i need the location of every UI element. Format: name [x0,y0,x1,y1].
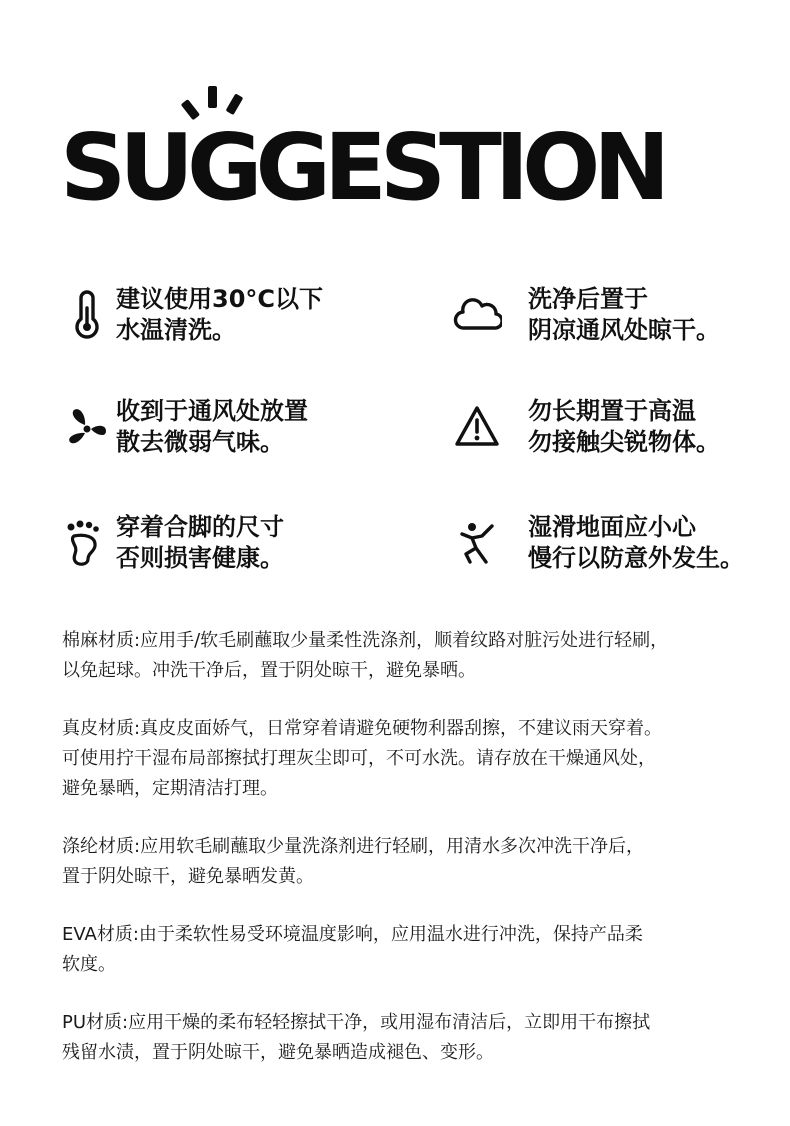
cloud-icon [452,290,502,340]
page-title: SUGGESTION [60,114,664,221]
material-care-notes [62,626,752,1096]
note-line: 涤纶材质:应用软毛刷蘸取少量洗涤剂进行轻刷，用清水多次冲洗干净后， [62,836,645,857]
tip-text [528,284,790,346]
tip-text [116,512,436,574]
thermometer-icon [62,290,112,340]
tip-line: 穿着合脚的尺寸 [116,513,284,541]
note-line: 避免暴晒，定期清洁打理。 [62,778,278,799]
note-line: EVA材质:由于柔软性易受环境温度影响，应用温水进行冲洗，保持产品柔 [62,924,643,945]
tip-heat-sharp-warning [452,396,790,466]
footprint-icon [62,518,112,568]
note-line: 置于阴处晾干，避免暴晒发黄。 [62,866,314,887]
tip-line: 收到于通风处放置 [116,397,308,425]
tip-line: 散去微弱气味。 [116,428,284,456]
note-pu [62,1008,752,1068]
tip-line: 阴凉通风处晾干。 [528,316,720,344]
title-area [0,84,790,224]
tip-ventilate-odor [62,396,422,466]
tip-line: 勿接触尖锐物体。 [528,428,720,456]
tip-line: 建议使用30°C以下 [116,285,324,313]
tip-line: 慢行以防意外发生。 [528,544,744,572]
note-line: PU材质:应用干燥的柔布轻轻擦拭干净，或用湿布清洁后，立即用干布擦拭 [62,1012,651,1033]
tip-wet-floor [452,512,790,582]
note-line: 棉麻材质:应用手/软毛刷蘸取少量柔性洗涤剂，顺着纹路对脏污处进行轻刷， [62,630,669,651]
fan-icon [62,402,112,452]
tip-water-temperature [62,284,422,354]
note-line: 残留水渍，置于阴处晾干，避免暴晒造成褪色、变形。 [62,1042,494,1063]
note-cotton-linen [62,626,752,686]
note-line: 真皮材质:真皮皮面娇气，日常穿着请避免硬物利器刮擦，不建议雨天穿着。 [62,718,663,739]
note-leather [62,714,752,804]
care-tips-grid [0,278,790,598]
tip-line: 湿滑地面应小心 [528,513,696,541]
tip-line: 水温清洗。 [116,316,236,344]
warning-icon [452,402,502,452]
note-line: 可使用拧干湿布局部擦拭打理灰尘即可，不可水洗。请存放在干燥通风处， [62,748,656,769]
tip-shade-dry [452,284,790,354]
tip-text [528,396,790,458]
tip-fitting-size [62,512,422,582]
note-line: 软度。 [62,954,116,975]
tip-line: 否则损害健康。 [116,544,284,572]
tip-text [116,284,436,346]
slipping-person-icon [452,518,502,568]
tip-line: 洗净后置于 [528,285,648,313]
tip-text [528,512,790,574]
note-eva [62,920,752,980]
tip-text [116,396,436,458]
note-polyester [62,832,752,892]
note-line: 以免起球。冲洗干净后，置于阴处晾干，避免暴晒。 [62,660,476,681]
tip-line: 勿长期置于高温 [528,397,696,425]
